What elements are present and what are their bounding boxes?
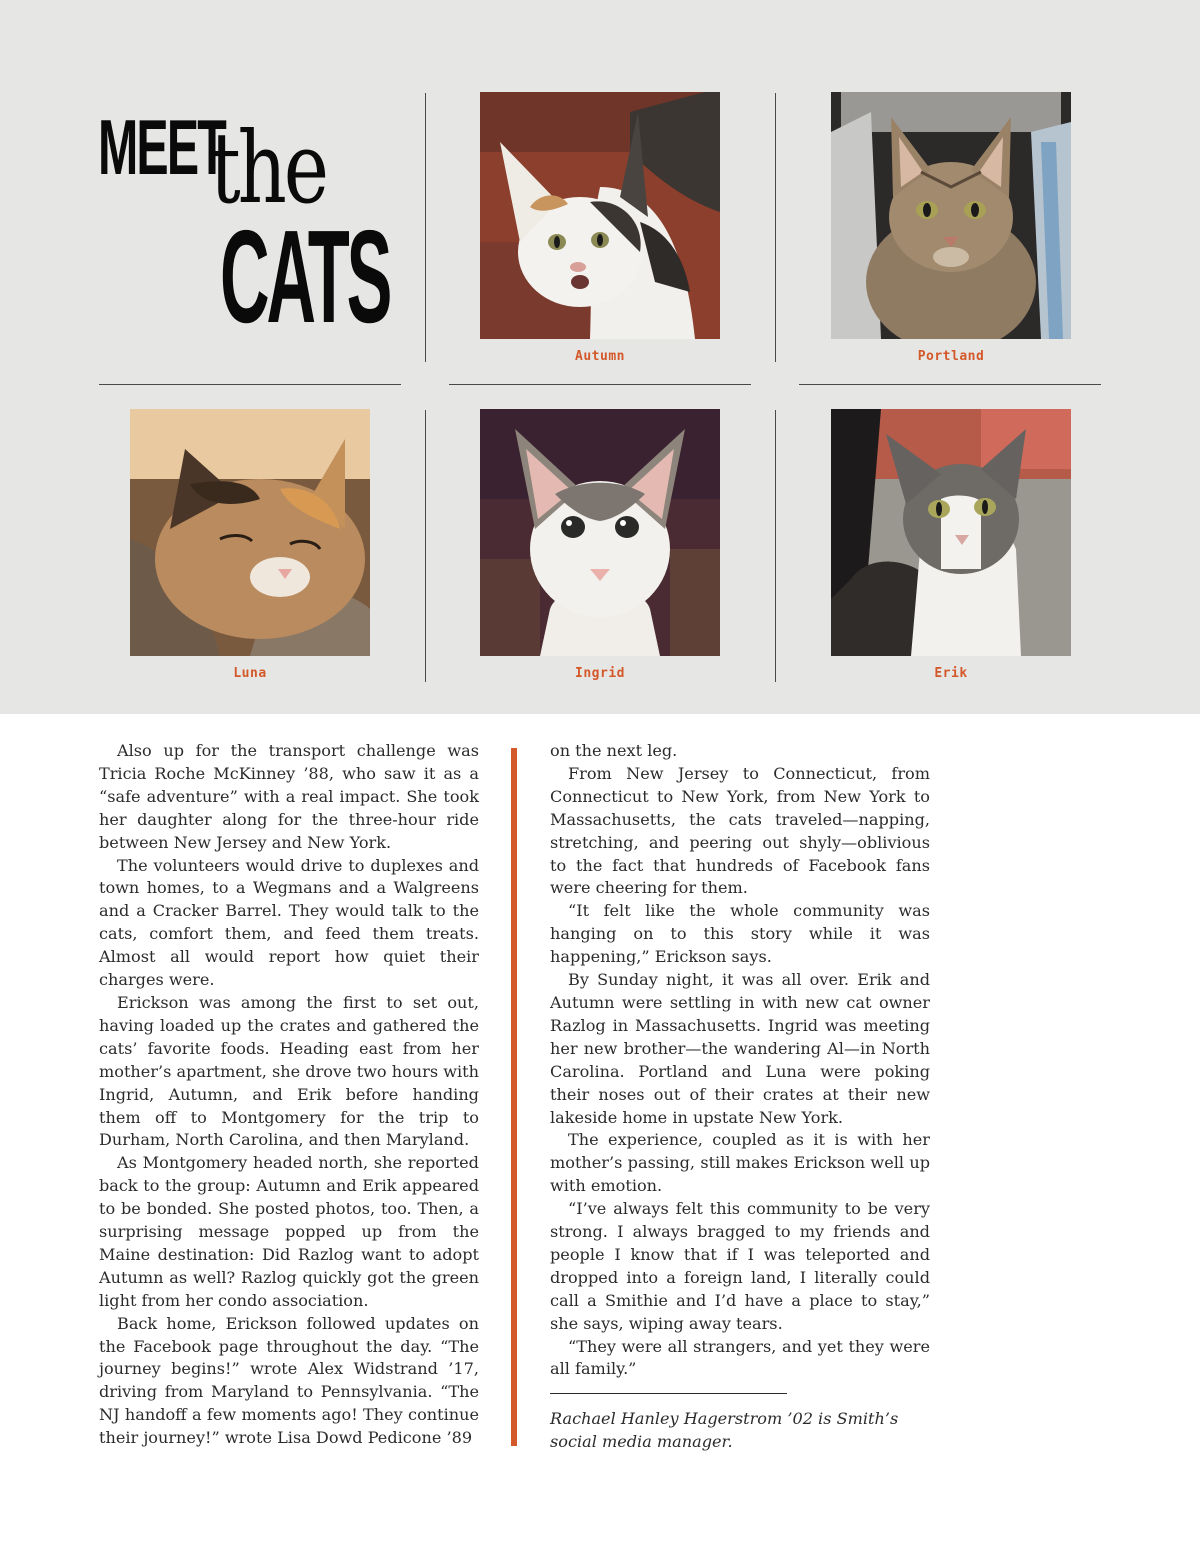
cat-image [130,409,370,656]
cat-caption-ingrid: Ingrid [575,666,625,681]
title-meet: MEET [98,103,225,191]
article-paragraph: “They were all strangers, and yet they were all family.” [550,1336,930,1379]
article-paragraph: Back home, Erickson followed updates on the Facebook page throughout the day. “The journey begins!” wrote Alex Widstrand ’17, driving from Maryland to Pennsylvania. “The NJ handoff a few moments ago! They continue their journey!” wrote Lisa Dowd Pedicone ’89 [99,1313,479,1448]
cat-photo-portland [831,92,1071,339]
cat-image [831,92,1071,339]
cat-photo-ingrid [480,409,720,656]
cat-image [480,409,720,656]
article-paragraph: “I’ve always felt this community to be very strong. I always bragged to my friends and people I know that if I was teleported and dropped into a foreign land, I literally could call a Smithie and I’d have a place to stay,” she says, wiping away tears. [550,1199,930,1333]
divider-horizontal [799,384,1101,385]
author-byline: Rachael Hanley Hagerstrom ’02 is Smith’s social media manager. [550,1409,899,1452]
cat-caption-luna: Luna [233,666,267,681]
byline-divider [550,1393,787,1394]
cat-image [480,92,720,339]
cat-photo-erik [831,409,1071,656]
article-paragraph: Also up for the transport challenge was Tricia Roche McKinney ’88, who saw it as a “safe adventure” with a real impact. She took her daughter along for the three-hour ride between New Jersey and New York. [99,741,479,852]
article-paragraph: Erickson was among the first to set out, having loaded up the crates and gathered the cats’ favorite foods. Heading east from her mother’s apartment, she drove two hours with Ingrid, Autumn, and Erik before handing them off to Montgomery for the trip to Durham, North Carolina, and then Maryland. [99,992,479,1150]
divider-vertical [775,410,776,682]
cat-image [831,409,1071,656]
article-paragraph: From New Jersey to Connecticut, from Connecticut to New York, from New York to Massachusetts, the cats traveled—napping, stretching, and peering out shyly—oblivious to the fact that hundreds of Facebook fans were cheering for them. [550,763,930,898]
article-paragraph: By Sunday night, it was all over. Erik and Autumn were settling in with new cat owner Razlog in Massachusetts. Ingrid was meeting her new brother—the wandering Al—in North Carolina. Portland and Luna were poking their noses out of their crates at their new lakeside home in upstate New York. [550,970,930,1127]
cat-caption-erik: Erik [934,666,968,681]
article-paragraph: “It felt like the whole community was hanging on to this story while it was happening,” Erickson says. [550,901,930,967]
article-column-left [99,740,479,1450]
divider-horizontal [99,384,401,385]
cat-photo-autumn [480,92,720,339]
divider-vertical [775,93,776,362]
cat-caption-autumn: Autumn [575,349,625,364]
accent-bar [511,748,517,1446]
cat-photo-luna [130,409,370,656]
divider-horizontal [449,384,751,385]
article-paragraph-continued: on the next leg. [550,741,678,760]
article-column-right [550,740,930,1454]
article-paragraph: The volunteers would drive to duplexes and town homes, to a Wegmans and a Walgreens and a Cracker Barrel. They would talk to the cats, comfort them, and feed them treats. Almost all would report how quiet their charges were. [99,855,479,990]
article-paragraph: As Montgomery headed north, she reported back to the group: Autumn and Erik appeared to be bonded. She posted photos, too. Then, a surprising message popped up from the Maine destination: Did Razlog want to adopt Autumn as well? Razlog quickly got the green light from her condo association. [99,1153,479,1310]
title-the: the [210,112,326,226]
divider-vertical [425,410,426,682]
article-paragraph: The experience, coupled as it is with her mother’s passing, still makes Erickson well up with emotion. [550,1130,930,1196]
cat-caption-portland: Portland [917,349,985,364]
title-cats: CATS [220,203,390,350]
page-title [98,103,398,350]
divider-vertical [425,93,426,362]
